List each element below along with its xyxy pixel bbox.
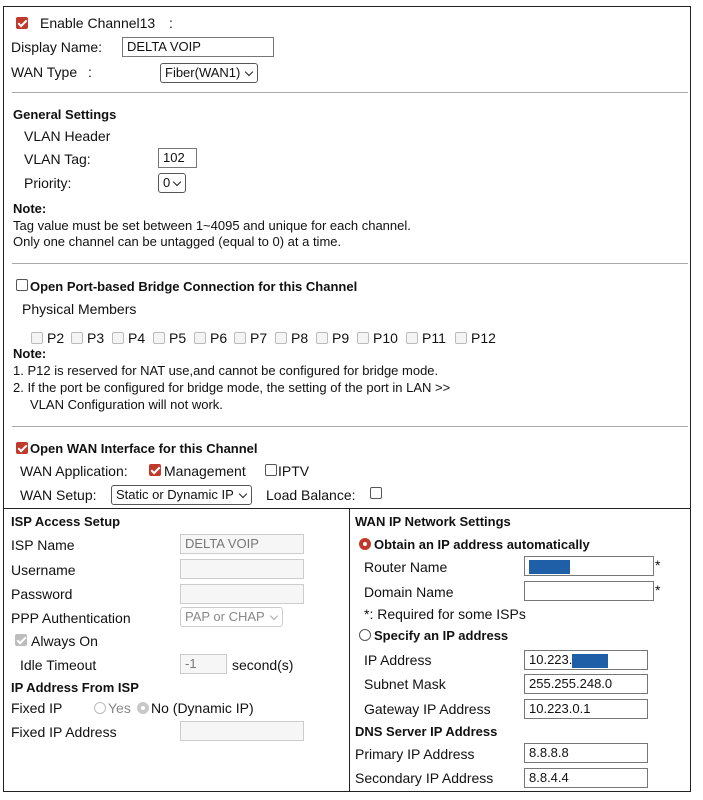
port-label: P4 [128,330,146,346]
port-label: P11 [422,330,446,346]
display-name-label: Display Name: [11,39,103,55]
port-label: P2 [47,330,65,346]
vlan-tag-input[interactable]: 102 [158,148,197,168]
enable-channel-colon: : [169,15,173,31]
always-on-checkbox[interactable] [15,634,27,646]
obtain-auto-radio[interactable] [359,538,371,550]
primary-dns-label: Primary IP Address [355,746,475,762]
port-label: P12 [471,330,496,346]
vlan-header-label: VLAN Header [24,128,111,144]
password-input[interactable] [180,584,304,604]
general-note-title: Note: [13,201,47,216]
port-checkbox[interactable] [357,332,369,344]
general-settings-title: General Settings [13,107,117,122]
router-name-input[interactable] [524,556,654,576]
port-p11[interactable] [406,330,446,346]
bridge-note-title: Note: [13,346,47,361]
load-balance-label: Load Balance: [266,487,356,503]
port-label: P8 [291,330,309,346]
enable-channel-label: Enable Channel13 [40,15,156,31]
port-label: P9 [332,330,350,346]
dns-title: DNS Server IP Address [355,724,498,739]
username-label: Username [11,562,76,578]
divider [12,263,688,264]
port-label: P3 [87,330,105,346]
port-checkbox[interactable] [234,332,246,344]
port-p2[interactable] [31,330,64,346]
router-name-label: Router Name [364,559,448,575]
port-p8[interactable] [275,330,308,346]
port-checkbox[interactable] [316,332,328,344]
port-p10[interactable] [357,330,398,346]
ppp-auth-select[interactable]: PAP or CHAP [180,607,283,627]
port-checkbox[interactable] [112,332,124,344]
wan-setup-select[interactable]: Static or Dynamic IP [111,485,252,505]
bridge-note-line2: 2. If the port be configured for bridge mode, the setting of the port in LAN >> [13,380,451,395]
display-name-input[interactable]: DELTA VOIP [122,37,274,57]
gateway-input[interactable]: 10.223.0.1 [524,699,648,719]
port-checkbox[interactable] [275,332,287,344]
management-checkbox[interactable] [149,464,161,476]
column-divider [349,508,350,792]
port-p4[interactable] [112,330,145,346]
port-checkbox[interactable] [194,332,206,344]
priority-select[interactable]: 0 [158,173,186,193]
obtain-auto-label: Obtain an IP address automatically [374,537,590,552]
wan-ip-title: WAN IP Network Settings [355,514,511,529]
open-wan-title: Open WAN Interface for this Channel [30,441,258,456]
gateway-label: Gateway IP Address [364,701,491,717]
port-p12[interactable] [455,330,496,346]
fixed-ip-label: Fixed IP [11,700,63,716]
bridge-checkbox[interactable] [16,279,28,291]
fixed-ip-address-input[interactable] [180,721,304,741]
general-note-line1: Tag value must be set between 1~4095 and unique for each channel. [13,218,411,233]
ip-from-isp-title: IP Address From ISP [11,680,139,695]
isp-name-input[interactable]: DELTA VOIP [180,534,304,554]
port-p7[interactable] [234,330,267,346]
port-checkbox[interactable] [71,332,83,344]
port-label: P10 [373,330,398,346]
management-label: Management [164,463,246,479]
required-note: *: Required for some ISPs [364,606,526,622]
iptv-label: IPTV [278,463,310,479]
wan-setup-label: WAN Setup: [20,487,97,503]
fixed-ip-address-label: Fixed IP Address [11,724,117,740]
idle-timeout-input[interactable]: -1 [180,654,227,674]
port-p9[interactable] [316,330,349,346]
port-label: P5 [169,330,187,346]
username-input[interactable] [180,559,304,579]
section-divider [4,508,690,509]
enable-channel-checkbox[interactable] [16,17,28,29]
isp-access-title: ISP Access Setup [11,514,121,529]
domain-name-label: Domain Name [364,584,454,600]
secondary-dns-label: Secondary IP Address [355,770,494,786]
fixed-ip-no-label: No (Dynamic IP) [151,700,254,716]
idle-timeout-label: Idle Timeout [20,657,97,673]
always-on-label: Always On [31,633,98,649]
secondary-dns-input[interactable]: 8.8.4.4 [524,768,648,788]
priority-label: Priority: [24,175,72,191]
bridge-title: Open Port-based Bridge Connection for this Channel [30,279,358,294]
general-note-line2: Only one channel can be untagged (equal to 0) at a time. [13,234,342,249]
port-checkbox[interactable] [455,332,467,344]
iptv-checkbox[interactable] [265,464,277,476]
router-name-required: * [655,557,661,573]
port-checkbox[interactable] [31,332,43,344]
port-p6[interactable] [194,330,227,346]
redaction-mask [572,654,608,668]
divider [12,426,688,427]
wan-type-select[interactable]: Fiber(WAN1) [160,63,258,83]
wan-type-colon: : [88,64,92,80]
idle-timeout-unit: second(s) [232,657,294,673]
port-label: P7 [250,330,268,346]
port-p3[interactable] [71,330,104,346]
port-checkbox[interactable] [153,332,165,344]
ip-address-value: 10.223. [529,652,573,667]
port-checkbox[interactable] [406,332,418,344]
fixed-ip-yes-radio[interactable] [94,702,106,714]
physical-members-label: Physical Members [22,301,137,317]
wan-type-label: WAN Type [11,64,78,80]
load-balance-checkbox[interactable] [370,487,382,499]
divider [12,92,688,93]
port-p5[interactable] [153,330,186,346]
subnet-mask-label: Subnet Mask [364,676,446,692]
bridge-note-line1: 1. P12 is reserved for NAT use,and cannot be configured for bridge mode. [13,363,439,378]
ip-address-label: IP Address [364,652,432,668]
specify-ip-label: Specify an IP address [374,628,509,643]
ip-address-input[interactable] [524,650,648,670]
bridge-note-line3: VLAN Configuration will not work. [30,397,223,412]
domain-name-input[interactable] [524,581,654,601]
open-wan-checkbox[interactable] [16,442,28,454]
wan-application-label: WAN Application: [20,463,128,479]
vlan-tag-label: VLAN Tag: [24,151,91,167]
redaction-mask [529,560,570,574]
specify-ip-radio[interactable] [359,629,371,641]
port-label: P6 [210,330,228,346]
ppp-auth-label: PPP Authentication [11,610,131,626]
primary-dns-input[interactable]: 8.8.8.8 [524,743,648,763]
subnet-mask-input[interactable]: 255.255.248.0 [524,674,648,694]
isp-name-label: ISP Name [11,537,75,553]
password-label: Password [11,586,73,602]
domain-name-required: * [655,582,661,598]
fixed-ip-yes-label: Yes [108,700,131,716]
fixed-ip-no-radio[interactable] [137,702,149,714]
channel-config-frame [3,6,691,792]
